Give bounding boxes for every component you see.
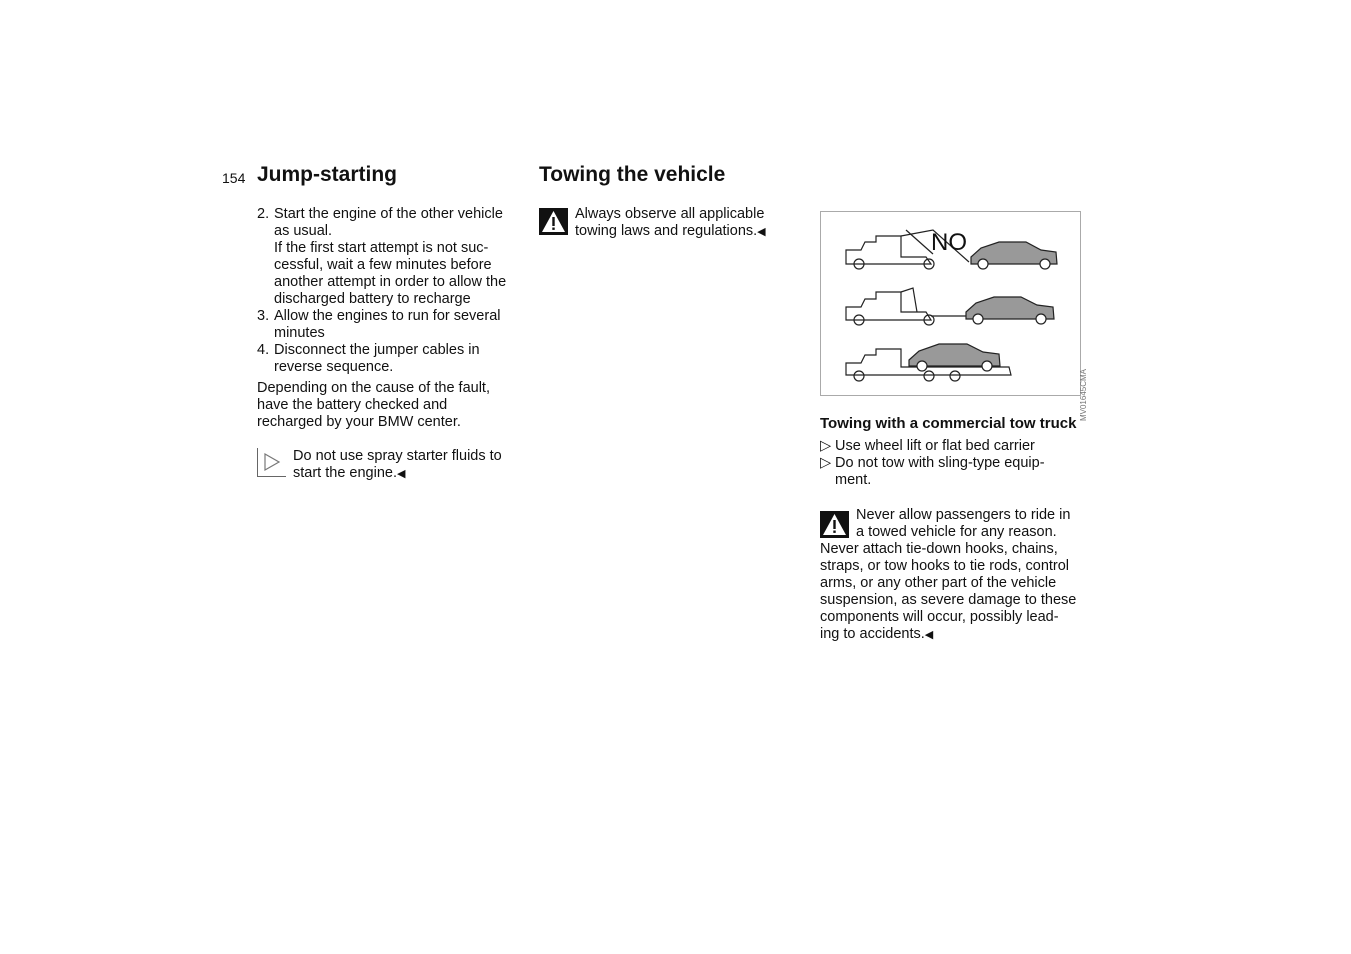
- towing-list: [820, 438, 1090, 489]
- step-line: cessful, wait a few minutes before: [274, 257, 492, 273]
- paragraph-line: Depending on the cause of the fault,: [257, 380, 490, 396]
- tow-truck-drawing: [821, 212, 1080, 395]
- tow-truck-illustration: [820, 211, 1088, 422]
- step-line: reverse sequence.: [274, 359, 394, 375]
- warning-block-passengers: [820, 507, 1090, 644]
- step-3: [257, 308, 532, 342]
- section-title-jump-starting: Jump-starting: [257, 163, 398, 186]
- step-line: discharged battery to recharge: [274, 291, 471, 307]
- warning-block: [539, 206, 799, 241]
- end-mark: ◀: [757, 226, 766, 238]
- page-number: 154: [222, 170, 246, 186]
- bullet-triangle-icon: ▷: [820, 438, 832, 454]
- warning-line: straps, or tow hooks to tie rods, control: [820, 558, 1070, 574]
- list-item: [820, 455, 1090, 489]
- list-line: ment.: [835, 472, 872, 488]
- step-line: Disconnect the jumper cables in: [274, 342, 480, 358]
- warning-line: Never attach tie-down hooks, chains,: [820, 541, 1058, 557]
- bullet-triangle-icon: ▷: [820, 455, 832, 471]
- warning-triangle-icon: [820, 511, 849, 538]
- warning-line: a towed vehicle for any reason.: [856, 524, 1057, 540]
- step-number: 4.: [257, 342, 270, 358]
- note-line: start the engine.◀: [293, 465, 406, 481]
- note-block: [257, 448, 532, 483]
- warning-line: arms, or any other part of the vehicle: [820, 575, 1057, 591]
- step-2: [257, 206, 532, 308]
- figure-code: MV01645CMA: [1079, 369, 1088, 422]
- warning-triangle-icon: [539, 208, 568, 235]
- warning-line: suspension, as severe damage to these: [820, 592, 1077, 608]
- warning-line: Never allow passengers to ride in: [856, 507, 1071, 523]
- step-line: Allow the engines to run for several: [274, 308, 501, 324]
- list-item: [820, 438, 1090, 455]
- list-line: Use wheel lift or flat bed carrier: [835, 438, 1035, 454]
- jump-starting-column: [257, 206, 532, 483]
- end-mark: ◀: [924, 629, 934, 641]
- towing-warning-column: [539, 206, 799, 241]
- step-line: another attempt in order to allow the: [274, 274, 507, 290]
- step-line: Start the engine of the other vehicle: [274, 206, 503, 222]
- note-triangle-icon: [257, 448, 286, 477]
- warning-line: towing laws and regulations.◀: [575, 223, 766, 239]
- paragraph-line: recharged by your BMW center.: [257, 414, 461, 430]
- warning-line: components will occur, possibly lead-: [820, 609, 1059, 625]
- step-line: minutes: [274, 325, 325, 341]
- step-number: 2.: [257, 206, 270, 222]
- list-line: Do not tow with sling-type equip-: [835, 455, 1045, 471]
- battery-paragraph: [257, 380, 532, 431]
- paragraph-line: have the battery checked and: [257, 397, 448, 413]
- step-number: 3.: [257, 308, 270, 324]
- end-mark: ◀: [397, 468, 406, 480]
- step-line: as usual.: [274, 223, 333, 239]
- section-title-towing: Towing the vehicle: [539, 163, 726, 186]
- figure-no-label: NO: [931, 229, 967, 256]
- towing-column: [820, 211, 1090, 644]
- step-4: [257, 342, 532, 376]
- note-line: Do not use spray starter fluids to: [293, 448, 502, 464]
- warning-line: Always observe all applicable: [575, 206, 765, 222]
- step-line: If the first start attempt is not suc-: [274, 240, 489, 256]
- subheading-commercial-tow: Towing with a commercial tow truck: [820, 415, 1077, 432]
- warning-line: ing to accidents.◀: [820, 626, 934, 642]
